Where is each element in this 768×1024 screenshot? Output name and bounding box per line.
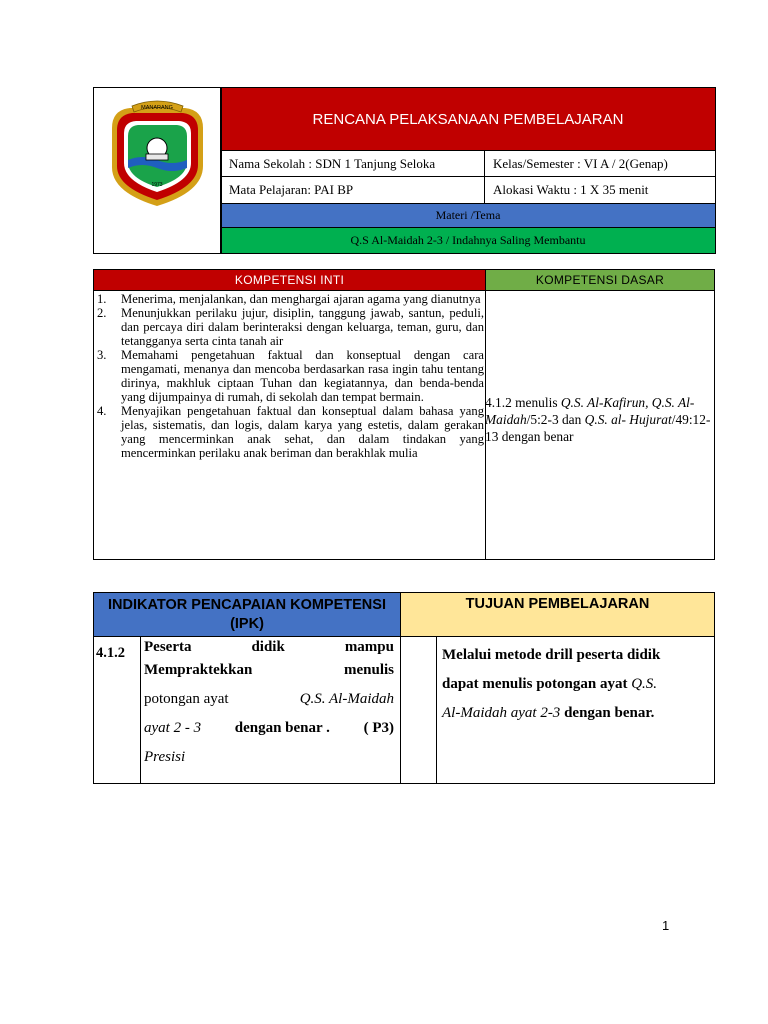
ipk-description: Peserta didik mampu Mempraktekkan menulis potongan ayat Q.S. Al-Maidah ayat 2 - 3 dengan benar . ( P3) Presisi (141, 637, 401, 783)
ki-list (96, 292, 484, 460)
tujuan-header: TUJUAN PEMBELAJARAN (401, 593, 714, 637)
list-item: 1. Menerima, menjalankan, dan menghargai ajaran agama yang dianutnya (97, 292, 481, 306)
empty-cell (401, 637, 437, 783)
ipk-code: 4.1.2 (94, 637, 141, 783)
logo-cell (94, 88, 221, 253)
list-item: 2. Menunjukkan perilaku jujur, disiplin, tanggung jawab, santun, peduli, dan percaya diri dalam berinteraksi dengan keluarga, teman, guru, dan tetangganya serta cinta tanah air (97, 306, 484, 348)
logo-banner-text: MANARANG (141, 105, 173, 111)
ki-header: KOMPETENSI INTI (94, 270, 486, 291)
tujuan-content: Melalui metode drill peserta didik dapat menulis potongan ayat Q.S. Al-Maidah ayat 2-3 dengan benar. (442, 647, 661, 721)
header-divider (221, 88, 222, 253)
kd-header: KOMPETENSI DASAR (486, 270, 714, 291)
materi-label: Materi /Tema (221, 204, 715, 228)
kd-content: 4.1.2 menulis Q.S. Al-Kafirun, Q.S. Al- Maidah/5:2-3 dan Q.S. al- Hujurat/49:12-13 dengan benar (485, 395, 711, 444)
ipk-header: INDIKATOR PENCAPAIAN KOMPETENSI (IPK) (94, 593, 401, 637)
page-number: 1 (662, 918, 670, 933)
logo-year-text: 1973 (151, 182, 163, 188)
list-item: 4. Menyajikan pengetahuan faktual dan konseptual dalam bahasa yang jelas, sistematis, dan logis, dalam karya yang estetis, dalam gerakan yang mencerminkan anak sehat, dan dalam tindakan yang mencerminkan perilaku anak beriman dan berakhlak mulia (97, 404, 484, 460)
materi-tema: Q.S Al-Maidah 2-3 / Indahnya Saling Membantu (221, 228, 715, 253)
rpp-header (93, 87, 716, 254)
ipk-tujuan-table (93, 592, 715, 784)
document-title: RENCANA PELAKSANAAN PEMBELAJARAN (221, 88, 715, 150)
kelas-semester: Kelas/Semester : VI A / 2(Genap) (485, 150, 715, 177)
mata-pelajaran: Mata Pelajaran: PAI BP (221, 177, 485, 204)
list-item: 3. Memahami pengetahuan faktual dan konseptual dengan cara mengamati, menanya dan mencoba berdasarkan rasa ingin tahu tentang dirinya, makhluk ciptaan Tuhan dan kegiatannya, dan benda-benda yang dijumpainya di rumah, di sekolah dan tempat bermain. (97, 348, 484, 404)
school-emblem-logo (94, 88, 221, 253)
alokasi-waktu: Alokasi Waktu : 1 X 35 menit (485, 177, 715, 204)
nama-sekolah: Nama Sekolah : SDN 1 Tanjung Seloka (221, 150, 485, 177)
ki-kd-table (93, 269, 715, 560)
